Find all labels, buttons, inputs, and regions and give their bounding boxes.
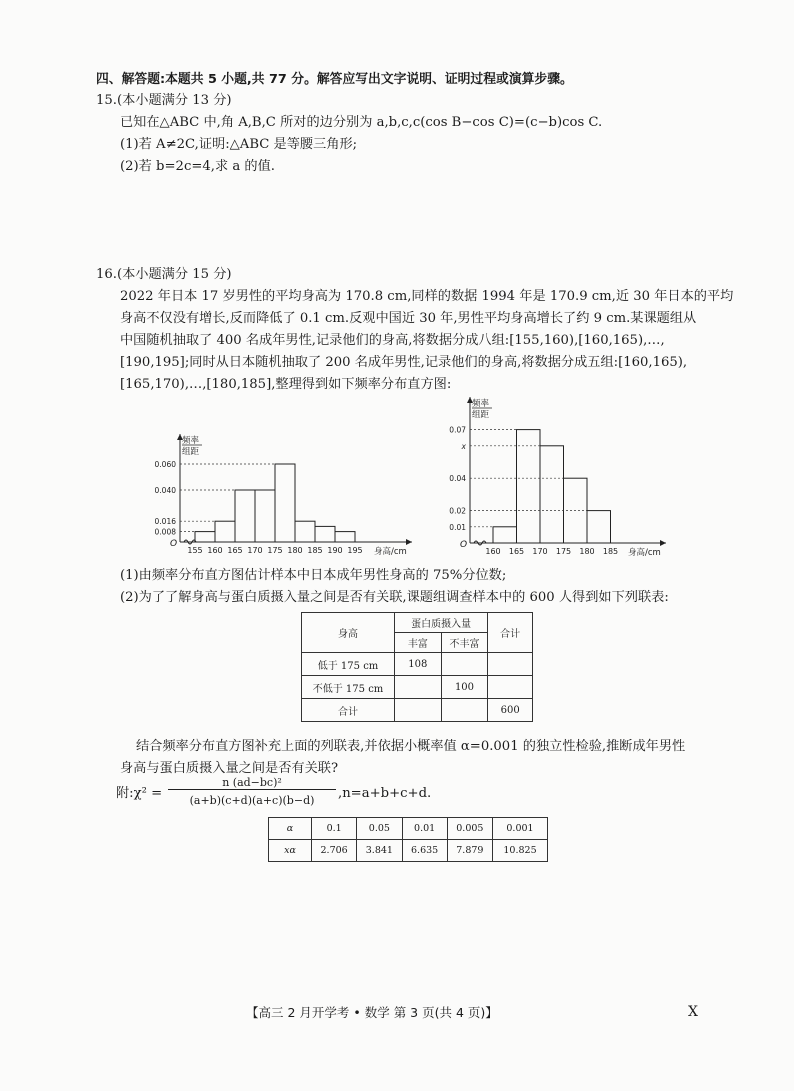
header-protein: 蛋白质摄入量 [395,613,488,633]
histogram-bar [255,490,275,542]
y-tick-label: 0.008 [154,527,176,537]
x-tick-label: 180 [579,547,595,556]
alpha-cell: 0.005 [447,818,492,840]
japan-height-histogram [440,393,670,560]
q16-line: [190,195];同时从日本随机抽取了 200 名成年男性,记录他们的身高,将数据分成五组:[160,165), [120,355,688,370]
section-header: 四、解答题:本题共 5 小题,共 77 分。解答应写出文字说明、证明过程或演算步骤。 [96,72,573,87]
row-label: 合计 [302,699,395,722]
q15-part1: (1)若 A≠2C,证明:△ABC 是等腰三角形; [120,137,358,152]
x-tick-label: 185 [602,547,619,556]
cell [441,653,488,676]
x-tick-label: 185 [307,546,323,555]
header-low: 不丰富 [441,633,488,653]
histogram-bar [315,526,335,542]
q16-line: [165,170),…,[180,185],整理得到如下频率分布直方图: [120,377,452,392]
x-tick-label: 165 [227,546,243,555]
x-tick-label: 175 [555,547,572,556]
x-tick-label: 180 [287,546,303,555]
alpha-cell: 0.001 [493,818,548,840]
histogram-bar [587,511,611,543]
q15-title: 15.(本小题满分 13 分) [96,93,232,108]
cell [488,676,533,699]
cell: 108 [395,653,442,676]
x-axis-arrow [406,539,412,545]
origin-label: O [170,539,178,549]
x-tick-label: 155 [187,546,203,555]
formula-numerator: n (ad−bc)² [168,776,336,790]
xalpha-cell: 6.635 [402,840,447,862]
q16-part2: (2)为了了解身高与蛋白质摄入量之间是否有关联,课题组调查样本中的 600 人得到如下列联表: [120,590,669,605]
cell [488,653,533,676]
alpha-label: α [269,818,312,840]
alpha-cell: 0.05 [357,818,402,840]
y-tick-label: x [461,441,466,451]
y-tick-label: 0.01 [449,522,466,532]
y-label-bottom: 组距 [472,410,490,420]
header-high: 丰富 [395,633,442,653]
x-tick-label: 165 [508,547,525,556]
alpha-cell: 0.01 [402,818,447,840]
q16-part1: (1)由频率分布直方图估计样本中日本成年男性身高的 75%分位数; [120,568,507,583]
header-total: 合计 [488,613,533,653]
footer-code: X [688,1004,698,1020]
histogram-bar [275,464,295,542]
q15-stem: 已知在△ABC 中,角 A,B,C 所对的边分别为 a,b,c,c(cos B−cos C)=(c−b)cos C. [120,115,603,130]
cell [395,699,442,722]
q16-title: 16.(本小题满分 15 分) [96,267,232,282]
y-label-bottom: 组距 [182,447,200,457]
xalpha-cell: 10.825 [493,840,548,862]
x-tick-label: 160 [485,547,501,556]
q16-line: 中国随机抽取了 400 名成年男性,记录他们的身高,将数据分成八组:[155,160),[160,165),…, [120,333,665,348]
contingency-table [301,612,533,722]
x-tick-label: 190 [327,546,343,555]
origin-label: O [460,540,468,550]
q16-after-table-1: 结合频率分布直方图补充上面的列联表,并依据小概率值 α=0.001 的独立性检验,推断成年男性 [136,739,686,754]
y-tick-label: 0.016 [154,517,176,527]
q16-after-table-2: 身高与蛋白质摄入量之间是否有关联? [120,761,339,776]
histogram-bar [195,532,215,542]
row-label: 低于 175 cm [302,653,395,676]
critical-value-table [268,817,548,862]
q15-part2: (2)若 b=2c=4,求 a 的值. [120,159,275,174]
histogram-bar [335,532,355,542]
y-label-top: 频率 [182,436,200,446]
y-tick-label: 0.040 [154,486,176,495]
histogram-bar [295,521,315,542]
cell: 600 [488,699,533,722]
page-footer: 【高三 2 月开学考 • 数学 第 3 页(共 4 页)】 [246,1005,498,1020]
formula-denominator: (a+b)(c+d)(a+c)(b−d) [189,794,315,807]
q16-line: 身高不仅没有增长,反而降低了 0.1 cm.反观中国近 30 年,男性平均身高增长了约 9 cm.某课题组从 [120,311,697,326]
x-tick-label: 170 [532,547,548,556]
xalpha-cell: 3.841 [357,840,402,862]
y-tick-label: 0.060 [154,460,176,469]
y-tick-label: 0.04 [449,474,466,484]
x-axis-label: 身高/cm [628,548,661,558]
histogram-bar [235,490,255,542]
histogram-bar [215,521,235,542]
q16-line: 2022 年日本 17 岁男性的平均身高为 170.8 cm,同样的数据 1994 年是 170.9 cm,近 30 年日本的平均 [120,289,734,304]
alpha-cell: 0.1 [312,818,357,840]
y-tick-label: 0.07 [449,425,466,435]
formula-suffix: ,n=a+b+c+d. [338,786,432,801]
histogram-bar [517,430,541,543]
x-axis-arrow [660,540,666,546]
cell [441,699,488,722]
x-tick-label: 195 [347,546,363,555]
histogram-bar [493,527,517,543]
cell: 100 [441,676,488,699]
xalpha-cell: 2.706 [312,840,357,862]
x-tick-label: 160 [207,546,223,555]
xalpha-label: xα [269,840,312,862]
y-tick-label: 0.02 [449,506,466,516]
formula-prefix: 附:χ² = [116,786,163,801]
header-height: 身高 [302,613,395,653]
x-tick-label: 175 [267,546,283,555]
histogram-bar [540,446,564,543]
x-tick-label: 170 [247,546,263,555]
y-label-top: 频率 [472,399,490,409]
china-height-histogram [150,430,420,560]
cell [395,676,442,699]
row-label: 不低于 175 cm [302,676,395,699]
x-axis-label: 身高/cm [374,547,407,557]
xalpha-cell: 7.879 [447,840,492,862]
